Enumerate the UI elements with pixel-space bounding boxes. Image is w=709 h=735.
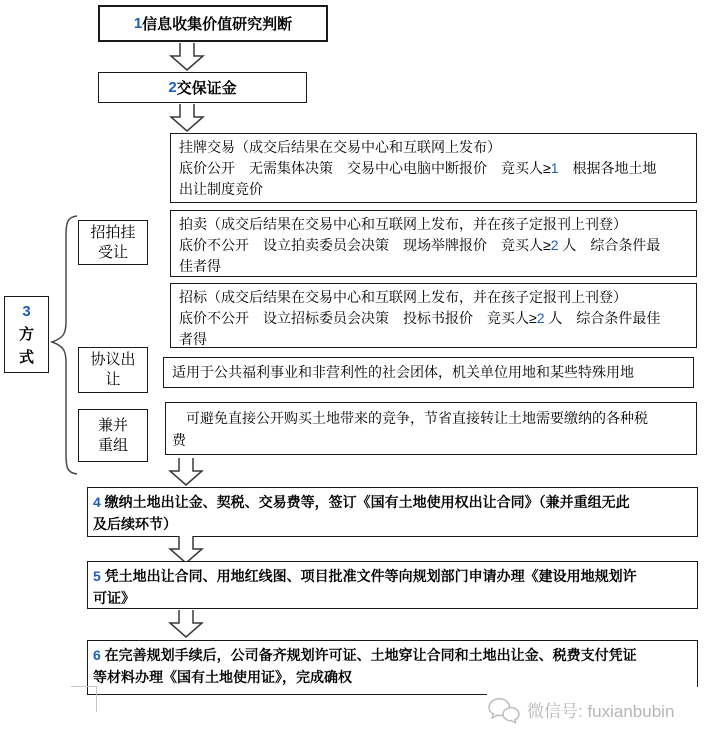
- text-line: 可证》: [93, 590, 135, 606]
- branch-merger-reorg-box: [78, 409, 148, 462]
- text-line: 费: [172, 432, 186, 448]
- text-line: 出让制度竞价: [179, 181, 263, 197]
- text-line: 让: [105, 371, 121, 388]
- text-line: 拍卖（成交后结果在交易中心和互联网上发布，并在孩子定报刊上刊登）: [179, 216, 627, 232]
- text-line: 者得: [179, 331, 207, 347]
- step-5-planning-permit-box: [87, 561, 698, 609]
- down-arrow: [168, 536, 204, 564]
- watermark-text: 微信号: fuxianbubin: [527, 702, 675, 721]
- branch-bid-auction-listing-box: [78, 220, 148, 265]
- merger-benefit-box: [165, 402, 697, 455]
- step-4-payment-contract-box: [87, 487, 698, 537]
- text-line: 等材料办理《国有土地使用证》，完成确权: [93, 669, 352, 685]
- down-arrow: [168, 610, 204, 638]
- text-line: 协议出: [90, 351, 136, 368]
- step-1-info-collection-box: 1 信息收集价值研究判断: [98, 5, 328, 42]
- text-line: 底价不公开 设立拍卖委员会决策 现场举牌报价 竞买人≥2 人 综合条件最: [179, 237, 661, 253]
- text-line: 受让: [97, 243, 128, 261]
- text-line: 可避免直接公开购买土地带来的竞争，节省直接转让土地需要缴纳的各种税: [172, 410, 648, 426]
- auction-box: [170, 210, 697, 277]
- text-line: 佳者得: [179, 258, 221, 274]
- text-line: 兼并: [97, 416, 128, 434]
- text-line: 挂牌交易（成交后结果在交易中心和互联网上发布）: [179, 139, 501, 155]
- tender-box: [170, 283, 697, 348]
- text-line: 5 凭土地出让合同、用地红线图、项目批准文件等向规划部门申请办理《建设用地规划许: [93, 568, 637, 584]
- grid-artifact-line: [96, 686, 97, 712]
- text-line: 方: [18, 326, 34, 343]
- watermark: [487, 687, 709, 732]
- text-line: 招标（成交后结果在交易中心和互联网上发布，并在孩子定报刊上刊登）: [179, 289, 627, 305]
- text-line: 6 在完善规划手续后，公司备齐规划许可证、土地穿让合同和土地出让金、税费支付凭证: [93, 647, 637, 663]
- down-arrow: [168, 458, 204, 486]
- down-arrow: [169, 43, 205, 71]
- grid-artifact-line: [71, 686, 97, 687]
- down-arrow: [169, 104, 205, 132]
- method-count-box: [4, 296, 49, 373]
- text-line: 底价不公开 设立招标委员会决策 投标书报价 竞买人≥2 人 综合条件最佳: [179, 310, 661, 326]
- text-line: 4 缴纳土地出让金、契税、交易费等，签订《国有土地使用权出让合同》（兼并重组无此: [93, 494, 630, 510]
- text-line: 3: [22, 303, 31, 320]
- text-line: 招拍挂: [90, 223, 136, 241]
- text-line: 重组: [97, 436, 128, 454]
- text-line: 式: [18, 349, 34, 366]
- text-line: 及后续环节）: [93, 516, 177, 532]
- step-2-deposit-box: 2 交保证金: [98, 72, 307, 103]
- branch-agreement-transfer-box: [78, 347, 148, 393]
- agreement-transfer-scope-box: [163, 357, 694, 388]
- wechat-icon: [487, 696, 521, 724]
- text-line: 底价公开 无需集体决策 交易中心电脑中断报价 竞买人≥1 根据各地土地: [179, 160, 657, 176]
- text-line: 适用于公共福利事业和非营利性的社会团体，机关单位用地和某些特殊用地: [172, 364, 634, 380]
- listing-transaction-box: [170, 133, 697, 203]
- curly-brace: [46, 214, 80, 476]
